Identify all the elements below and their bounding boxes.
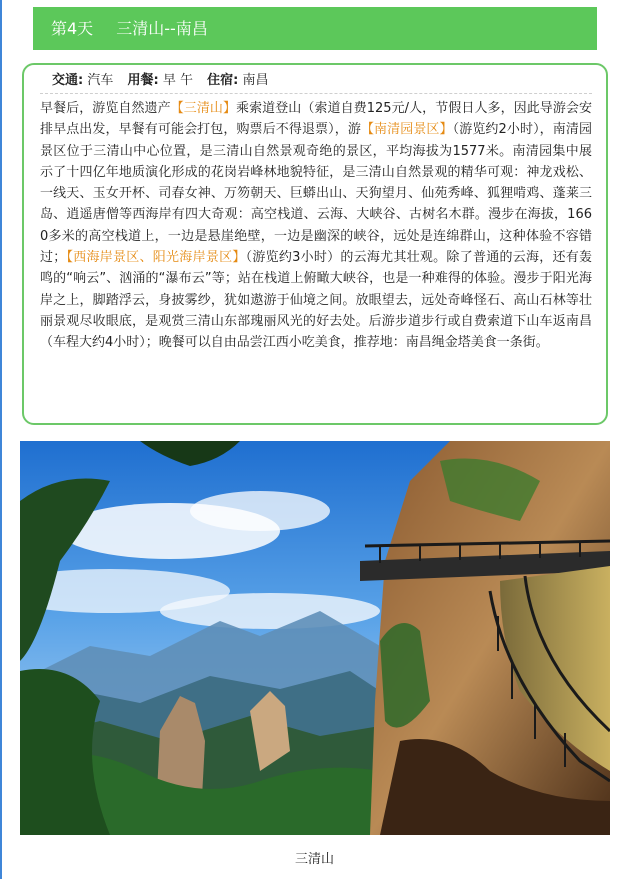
itinerary-box bbox=[22, 63, 608, 425]
route-title: 三清山--南昌 bbox=[116, 19, 208, 38]
left-border-rule bbox=[0, 0, 2, 879]
highlight-west-sunshine-coast: 【西海岸景区、阳光海岸景区】 bbox=[66, 250, 246, 266]
landscape-image bbox=[20, 441, 610, 835]
day-label: 第4天 bbox=[51, 19, 94, 38]
itinerary-description bbox=[40, 98, 592, 354]
meta-row bbox=[40, 71, 592, 94]
transport-value: 汽车 bbox=[87, 73, 114, 88]
sanqingshan-photo bbox=[20, 441, 610, 835]
desc-text-1: 早餐后，游览自然遗产 bbox=[40, 101, 171, 116]
day-header-bar bbox=[33, 7, 597, 50]
photo-caption: 三清山 bbox=[294, 852, 334, 867]
highlight-sanqingshan: 【三清山】 bbox=[170, 101, 237, 116]
lodging-label: 住宿: bbox=[207, 73, 239, 88]
highlight-nanqingyuan: 【南清园景区】 bbox=[360, 122, 453, 138]
lodging-value: 南昌 bbox=[242, 73, 269, 88]
desc-text-3: （游览约2小时），南清园景区位于三清山中心位置，是三清山自然景观奇绝的景区，平均海拔为1577米。南清园集中展示了十四亿年地质演化形成的花岗岩峰林地貌特征，是三清山自然景观的精华可观：神龙戏松、一线天、玉女开杯、司春女神、万笏朝天、巨蟒出山、天狗望月、仙苑秀峰、狐狸啃鸡、蓬莱三岛、逍遥唐僧等西海岸有四大奇观：高空栈道、云海、大峡谷、古树名木群。漫步在海拔，1660多米的高空栈道上，一边是悬崖绝壁，一边是幽深的峡谷，远处是连绵群山，这种体验不容错过； bbox=[40, 122, 592, 266]
meals-label: 用餐: bbox=[127, 73, 159, 88]
desc-text-4: （游览约3小时）的云海尤其壮观。除了普通的云海，还有轰鸣的“响云”、汹涌的“瀑布云”等；站在栈道上俯瞰大峡谷，也是一种难得的体验。漫步于阳光海岸之上，脚踏浮云，身披雾纱，犹如遨游于仙境之间。放眼望去，远处奇峰怪石、高山石林等壮丽景观尽收眼底，是观赏三清山东部瑰丽风光的好去处。后游步道步行或自费索道下山车返南昌（车程大约4小时）；晚餐可以自由品尝江西小吃美食，推荐地：南昌绳金塔美食一条街。 bbox=[40, 250, 592, 351]
meals-value: 早 午 bbox=[162, 73, 193, 88]
desc-text-2: 乘索道登山（索道自费125元/人，节假日人多，因此导游会安排早点出发，早餐有可能会打包，购票后不得退票），游 bbox=[40, 101, 592, 138]
transport-label: 交通: bbox=[52, 73, 84, 88]
